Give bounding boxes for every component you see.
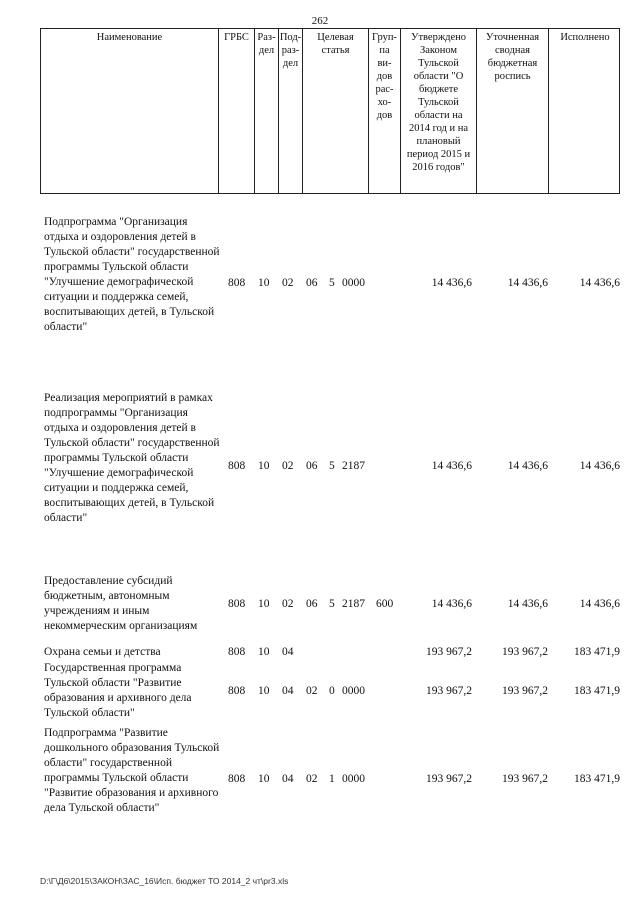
header-podrazdel-text: Под- раз- дел [279,32,302,69]
header-name [41,29,219,193]
row-cs-program: 06 [306,598,318,610]
row-grbs: 808 [228,773,246,785]
row-name: Подпрограмма "Развитие дошкольного образования Тульской области" государственной программы Тульской области "Развитие образования и архивного дела Тульской области" [44,727,220,814]
row-podrazdel: 04 [282,646,294,658]
header-executed-text: Исполнено [560,32,610,43]
row-cs-program: 06 [306,460,318,472]
row-razdel: 10 [258,277,270,289]
header-grbs [219,29,255,193]
row-revised: 14 436,6 [507,598,548,610]
row-name: Подпрограмма "Организация отдыха и оздоровления детей в Тульской области" государственной программы Тульской области "Улучшение демографической ситуации и поддержка семей, воспитывающих детей, в Тульской области" [44,216,220,333]
row-cs-direction: 0000 [342,277,365,289]
row-cs-program: 02 [306,773,318,785]
header-razdel-text: Раз- дел [257,32,276,56]
row-cs-subprogram: 1 [329,773,335,785]
row-cs-direction: 0000 [342,685,365,697]
row-revised: 193 967,2 [502,646,548,658]
row-razdel: 10 [258,685,270,697]
row-approved: 14 436,6 [431,598,472,610]
row-executed: 14 436,6 [579,460,620,472]
row-grbs: 808 [228,460,246,472]
row-executed: 183 471,9 [574,646,620,658]
row-razdel: 10 [258,773,270,785]
row-grbs: 808 [228,277,246,289]
row-grbs: 808 [228,598,246,610]
row-revised: 193 967,2 [502,773,548,785]
row-approved: 14 436,6 [431,277,472,289]
row-razdel: 10 [258,598,270,610]
row-cs-subprogram: 5 [329,598,335,610]
row-name: Государственная программа Тульской области "Развитие образования и архивного дела Тульской области" [44,662,192,719]
header-name-text: Наименование [96,32,163,43]
row-expense-group: 600 [376,598,394,610]
row-cs-subprogram: 0 [329,685,335,697]
header-expense-group [369,29,401,193]
row-cs-direction: 2187 [342,598,365,610]
row-approved: 193 967,2 [426,773,472,785]
row-cs-direction: 0000 [342,773,365,785]
row-cs-program: 06 [306,277,318,289]
header-revised-text: Уточненная сводная бюджетная роспись [485,32,540,82]
header-revised [477,29,549,193]
header-target-article-text: Целевая статья [317,32,354,56]
row-podrazdel: 02 [282,598,294,610]
row-executed: 14 436,6 [579,598,620,610]
header-grbs-text: ГРБС [224,32,249,43]
row-cs-direction: 2187 [342,460,365,472]
row-podrazdel: 02 [282,460,294,472]
header-target-article [303,29,369,193]
row-grbs: 808 [228,685,246,697]
row-podrazdel: 04 [282,773,294,785]
row-cs-subprogram: 5 [329,277,335,289]
header-razdel [255,29,279,193]
row-revised: 14 436,6 [507,460,548,472]
row-approved: 14 436,6 [431,460,472,472]
row-cs-subprogram: 5 [329,460,335,472]
row-revised: 193 967,2 [502,685,548,697]
row-name: Охрана семьи и детства [44,646,161,658]
row-cs-program: 02 [306,685,318,697]
row-podrazdel: 02 [282,277,294,289]
header-podrazdel [279,29,303,193]
header-expense-group-text: Груп- па ви- дов рас- хо- дов [372,32,397,121]
table-header [40,28,620,194]
row-executed: 14 436,6 [579,277,620,289]
row-executed: 183 471,9 [574,685,620,697]
row-razdel: 10 [258,460,270,472]
row-name: Реализация мероприятий в рамках подпрограммы "Организация отдыха и оздоровления детей в Тульской области" государственной программы Тульской области "Улучшение демографической ситуации и поддержка семей, воспитывающих детей, в Тульской области" [44,392,220,524]
file-path-footer: D:\Г\Д6\2015\ЗАКОН\ЗАС_16\Исп. бюджет ТО 2014_2 чт\pr3.xls [40,876,289,886]
row-approved: 193 967,2 [426,685,472,697]
row-executed: 183 471,9 [574,773,620,785]
page-number: 262 [311,15,329,27]
row-podrazdel: 04 [282,685,294,697]
row-name: Предоставление субсидий бюджетным, автономным учреждениям и иным некоммерческим организациям [44,575,198,632]
row-razdel: 10 [258,646,270,658]
row-revised: 14 436,6 [507,277,548,289]
row-grbs: 808 [228,646,246,658]
header-approved-text: Утверждено Законом Тульской области "О бюджете Тульской области на 2014 год и на плановый период 2015 и 2016 годов" [406,32,471,173]
header-executed [549,29,621,193]
row-approved: 193 967,2 [426,646,472,658]
header-approved [401,29,477,193]
